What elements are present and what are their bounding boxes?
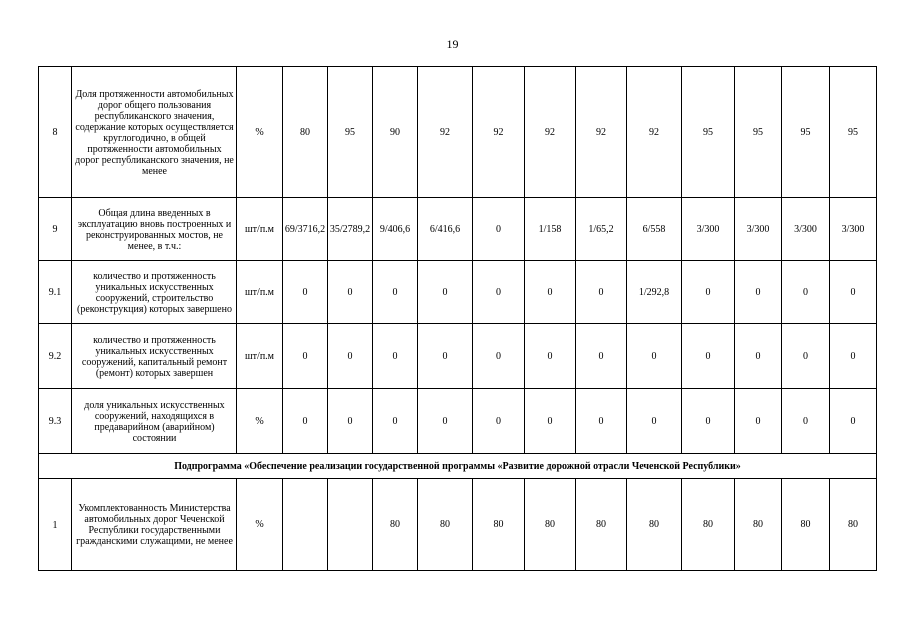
- value-cell: 3/300: [682, 198, 735, 261]
- value-cell: 0: [576, 389, 627, 454]
- value-cell: 0: [418, 261, 473, 324]
- page-number: 19: [446, 37, 459, 51]
- indicator-name: Доля протяженности автомобильных дорог общего пользования республиканского значения, содержание которых осуществляется круглогодично, в общей протяженности автомобильных дорог республиканского значения, не менее: [72, 67, 237, 198]
- value-cell: 35/2789,2: [328, 198, 373, 261]
- value-cell: 0: [283, 324, 328, 389]
- value-cell: 0: [627, 389, 682, 454]
- value-cell: 3/300: [782, 198, 830, 261]
- value-cell: 80: [627, 479, 682, 571]
- value-cell: 0: [682, 389, 735, 454]
- value-cell: 6/558: [627, 198, 682, 261]
- value-cell: 80: [830, 479, 877, 571]
- value-cell: 1/292,8: [627, 261, 682, 324]
- value-cell: 0: [735, 261, 782, 324]
- value-cell: 0: [418, 324, 473, 389]
- indicators-table: [38, 66, 877, 571]
- indicator-name: количество и протяженность уникальных искусственных сооружений, капитальный ремонт (ремонт) которых завершен: [72, 324, 237, 389]
- value-cell: 0: [283, 261, 328, 324]
- value-cell: 0: [373, 324, 418, 389]
- value-cell: 80: [735, 479, 782, 571]
- value-cell: 9/406,6: [373, 198, 418, 261]
- value-cell: 0: [782, 261, 830, 324]
- value-cell: 1/158: [525, 198, 576, 261]
- row-number: 8: [39, 67, 72, 198]
- indicator-name: Укомплектованность Министерства автомобильных дорог Чеченской Республики государственными гражданскими служащими, не менее: [72, 479, 237, 571]
- row-number: 9.3: [39, 389, 72, 454]
- value-cell: 80: [373, 479, 418, 571]
- value-cell: 80: [576, 479, 627, 571]
- value-cell: 0: [525, 389, 576, 454]
- value-cell: 0: [782, 389, 830, 454]
- value-cell: 95: [735, 67, 782, 198]
- value-cell: 0: [373, 389, 418, 454]
- value-cell: 0: [576, 261, 627, 324]
- value-cell: 92: [525, 67, 576, 198]
- value-cell: 0: [576, 324, 627, 389]
- value-cell: 0: [328, 389, 373, 454]
- indicator-name: доля уникальных искусственных сооружений, находящихся в предаварийном (аварийном) состоянии: [72, 389, 237, 454]
- value-cell: 0: [782, 324, 830, 389]
- value-cell: 1/65,2: [576, 198, 627, 261]
- table-row: [39, 261, 877, 324]
- table-row: [39, 67, 877, 198]
- value-cell: 0: [373, 261, 418, 324]
- value-cell: 0: [735, 389, 782, 454]
- value-cell: 80: [418, 479, 473, 571]
- value-cell: 0: [328, 261, 373, 324]
- value-cell: 80: [682, 479, 735, 571]
- value-cell: 0: [627, 324, 682, 389]
- value-cell: 0: [473, 198, 525, 261]
- value-cell: 95: [830, 67, 877, 198]
- table-row: [39, 324, 877, 389]
- value-cell: 95: [328, 67, 373, 198]
- row-number: 9: [39, 198, 72, 261]
- subprogram-row: [39, 454, 877, 479]
- value-cell: 80: [283, 67, 328, 198]
- row-number: 9.1: [39, 261, 72, 324]
- value-cell: 0: [830, 389, 877, 454]
- table-row: [39, 389, 877, 454]
- unit-cell: %: [237, 479, 283, 571]
- unit-cell: шт/п.м: [237, 198, 283, 261]
- indicator-name: Общая длина введенных в эксплуатацию вновь построенных и реконструированных мостов, не менее, в т.ч.:: [72, 198, 237, 261]
- value-cell: 95: [782, 67, 830, 198]
- value-cell: 80: [473, 479, 525, 571]
- unit-cell: шт/п.м: [237, 261, 283, 324]
- unit-cell: %: [237, 67, 283, 198]
- value-cell: 3/300: [735, 198, 782, 261]
- value-cell: 92: [418, 67, 473, 198]
- value-cell: 0: [830, 261, 877, 324]
- value-cell: 90: [373, 67, 418, 198]
- value-cell: 3/300: [830, 198, 877, 261]
- value-cell: 0: [830, 324, 877, 389]
- value-cell: 0: [682, 261, 735, 324]
- value-cell: 92: [576, 67, 627, 198]
- value-cell: 92: [627, 67, 682, 198]
- value-cell: 0: [328, 324, 373, 389]
- table-row: [39, 198, 877, 261]
- value-cell: 0: [418, 389, 473, 454]
- value-cell: 0: [682, 324, 735, 389]
- table-row: [39, 479, 877, 571]
- value-cell: 80: [782, 479, 830, 571]
- value-cell: 6/416,6: [418, 198, 473, 261]
- value-cell: 69/3716,2: [283, 198, 328, 261]
- unit-cell: %: [237, 389, 283, 454]
- row-number: 1: [39, 479, 72, 571]
- value-cell: 0: [525, 324, 576, 389]
- value-cell: 80: [525, 479, 576, 571]
- value-cell: 0: [473, 389, 525, 454]
- value-cell: 92: [473, 67, 525, 198]
- value-cell: 0: [473, 261, 525, 324]
- value-cell: 0: [283, 389, 328, 454]
- row-number: 9.2: [39, 324, 72, 389]
- unit-cell: шт/п.м: [237, 324, 283, 389]
- value-cell: 0: [473, 324, 525, 389]
- value-cell: [328, 479, 373, 571]
- value-cell: 95: [682, 67, 735, 198]
- subprogram-title: Подпрограмма «Обеспечение реализации государственной программы «Развитие дорожной отрасли Чеченской Республики»: [39, 454, 877, 479]
- value-cell: [283, 479, 328, 571]
- indicator-name: количество и протяженность уникальных искусственных сооружений, строительство (реконструкция) которых завершено: [72, 261, 237, 324]
- value-cell: 0: [525, 261, 576, 324]
- value-cell: 0: [735, 324, 782, 389]
